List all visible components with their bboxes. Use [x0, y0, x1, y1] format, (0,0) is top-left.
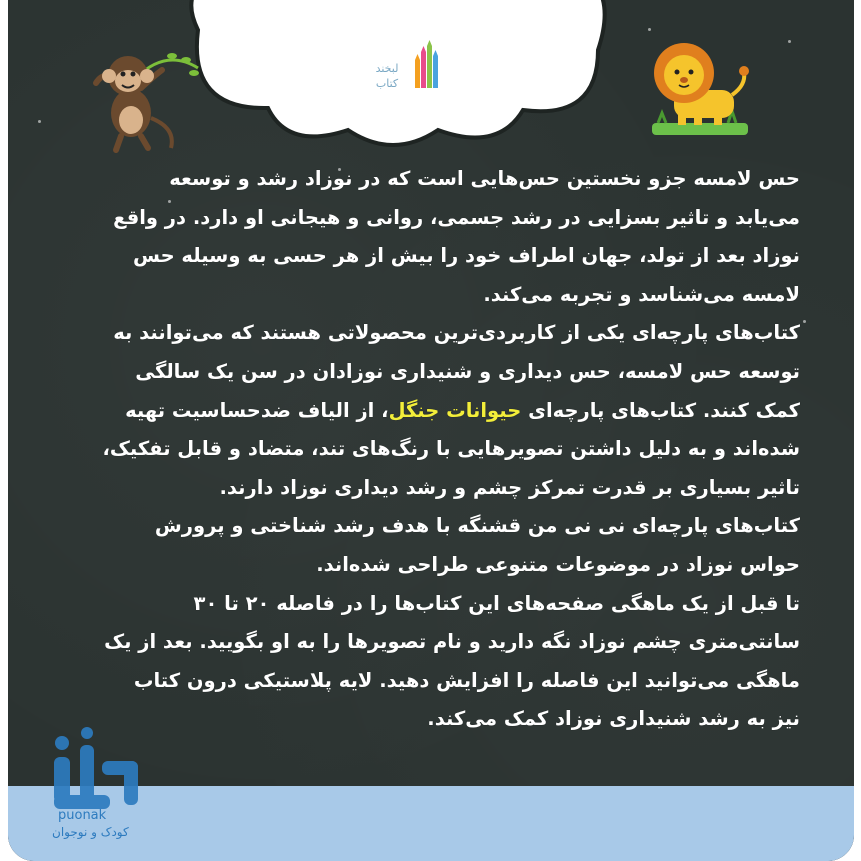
- lion-icon: [644, 35, 754, 140]
- brand-logo-line2: کتاب: [375, 77, 399, 90]
- watermark-tagline: کودک و نوجوان: [52, 825, 129, 839]
- watermark-latin: puonak: [58, 808, 107, 823]
- description-text: [100, 160, 800, 739]
- paragraph-cloth-books-end: ، از الیاف ضدحساسیت تهیه شده‌اند و به دلیل داشتن تصویرهایی با رنگ‌های تند، متضاد و قابل تفکیک، تاثیر بسیاری بر قدرت تمرکز چشم و رشد دیداری نوزاد دارند.: [102, 398, 800, 499]
- star-dot: [648, 28, 651, 31]
- paragraph-cloth-books-start: کتاب‌های پارچه‌ای یکی از کاربردی‌ترین محصولاتی هستند که می‌توانند به توسعه حس لامسه، حس دیداری و شنیداری نوزادان در سن یک سالگی کمک کنند. کتاب‌های پارچه‌ای: [113, 321, 800, 422]
- paragraph-series: کتاب‌های پارچه‌ای نی نی من قشنگه با هدف رشد شناختی و پرورش حواس نوزاد در موضوعات متنوعی طراحی شده‌اند.: [154, 514, 800, 576]
- star-dot: [788, 40, 791, 43]
- paragraph-touch-sense: حس لامسه جزو نخستین حس‌هایی است که در نوزاد رشد و توسعه می‌یابد و تاثیر بسزایی در رشد جسمی، روانی و هیجانی او دارد. در واقع نوزاد بعد از تولد، جهان اطراف خود را بیش از هر حسی به وسیله حس لامسه می‌شناسد و تجربه می‌کند.: [113, 167, 800, 306]
- brand-logo-line1: لبخند: [375, 62, 399, 75]
- star-dot: [38, 120, 41, 123]
- star-dot: [803, 320, 806, 323]
- paragraph-usage: تا قبل از یک ماهگی صفحه‌های این کتاب‌ها را در فاصله ۲۰ تا ۳۰ سانتی‌متری چشم نوزاد نگه دارید و نام تصویرها را به او بگویید. بعد از یک ماهگی می‌توانید این فاصله را افزایش دهید. لایه پلاستیکی درون کتاب نیز به رشد شنیداری نوزاد کمک می‌کند.: [104, 591, 800, 731]
- paragraph-cloth-books: [100, 314, 800, 507]
- product-name-highlight: حیوانات جنگل: [388, 398, 522, 422]
- monkey-icon: [76, 28, 206, 158]
- brand-logo: [353, 38, 443, 98]
